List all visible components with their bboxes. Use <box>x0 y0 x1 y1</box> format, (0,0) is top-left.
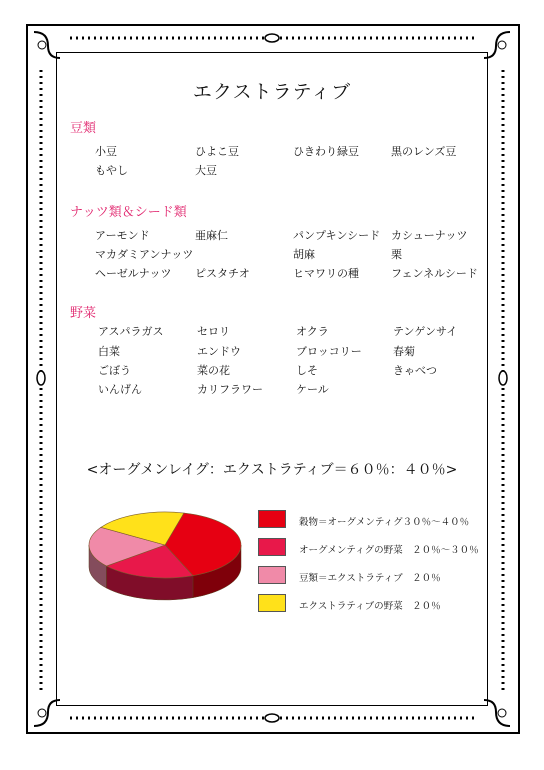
list-item: パンプキンシード <box>293 229 381 242</box>
section-heading-vegetables: 野菜 <box>70 306 97 321</box>
legend-swatch <box>258 594 286 612</box>
list-item: 春菊 <box>393 345 415 358</box>
legend-label: オーグメンティグの野菜 ２０％～３０％ <box>299 545 479 556</box>
legend-swatch <box>258 538 286 556</box>
legend-label: 穀物＝オーグメンティグ３０％～４０％ <box>299 517 470 528</box>
section-heading-nuts-seeds: ナッツ類＆シード類 <box>70 205 187 220</box>
list-item: フェンネルシード <box>391 267 478 280</box>
list-item: きゃべつ <box>393 364 437 377</box>
list-item: アーモンド <box>95 229 150 242</box>
list-item: 亜麻仁 <box>195 229 228 242</box>
list-item: 黒のレンズ豆 <box>391 145 457 158</box>
list-item: もやし <box>95 164 128 177</box>
list-item: 菜の花 <box>197 364 230 377</box>
list-item: いんげん <box>98 383 142 396</box>
list-item: アスパラガス <box>98 325 164 338</box>
list-item: カシューナッツ <box>391 229 468 242</box>
legend-label: 豆類＝エクストラティブ ２０％ <box>299 573 441 584</box>
list-item: ケール <box>296 383 329 396</box>
list-item: ヘーゼルナッツ <box>95 267 172 280</box>
list-item: ひきわり緑豆 <box>293 145 359 158</box>
page-title: エクストラティブ <box>192 81 352 103</box>
list-item: セロリ <box>197 325 230 338</box>
list-item: 胡麻 <box>293 248 315 261</box>
list-item: テンゲンサイ <box>393 325 458 338</box>
pie-chart <box>80 505 250 610</box>
list-item: カリフラワー <box>197 383 263 396</box>
list-item: ピスタチオ <box>195 267 250 280</box>
legend-swatch <box>258 566 286 584</box>
ratio-caption: <オーグメンレイグ：エクストラティブ＝６０％：４０％> <box>86 462 458 478</box>
legend-swatch <box>258 510 286 528</box>
list-item: 栗 <box>391 248 402 261</box>
list-item: 白菜 <box>98 345 120 358</box>
list-item: エンドウ <box>197 345 241 358</box>
list-item: ヒマワリの種 <box>293 267 359 280</box>
list-item: ひよこ豆 <box>195 145 239 158</box>
list-item: ごぼう <box>98 364 131 377</box>
list-item: オクラ <box>296 325 329 338</box>
section-heading-beans: 豆類 <box>70 121 97 136</box>
list-item: 小豆 <box>95 145 117 158</box>
list-item: ブロッコリー <box>296 345 362 358</box>
list-item: マカダミアンナッツ <box>95 248 194 261</box>
list-item: 大豆 <box>195 164 217 177</box>
legend-label: エクストラティブの野菜 ２０％ <box>299 601 441 612</box>
list-item: しそ <box>296 364 318 377</box>
